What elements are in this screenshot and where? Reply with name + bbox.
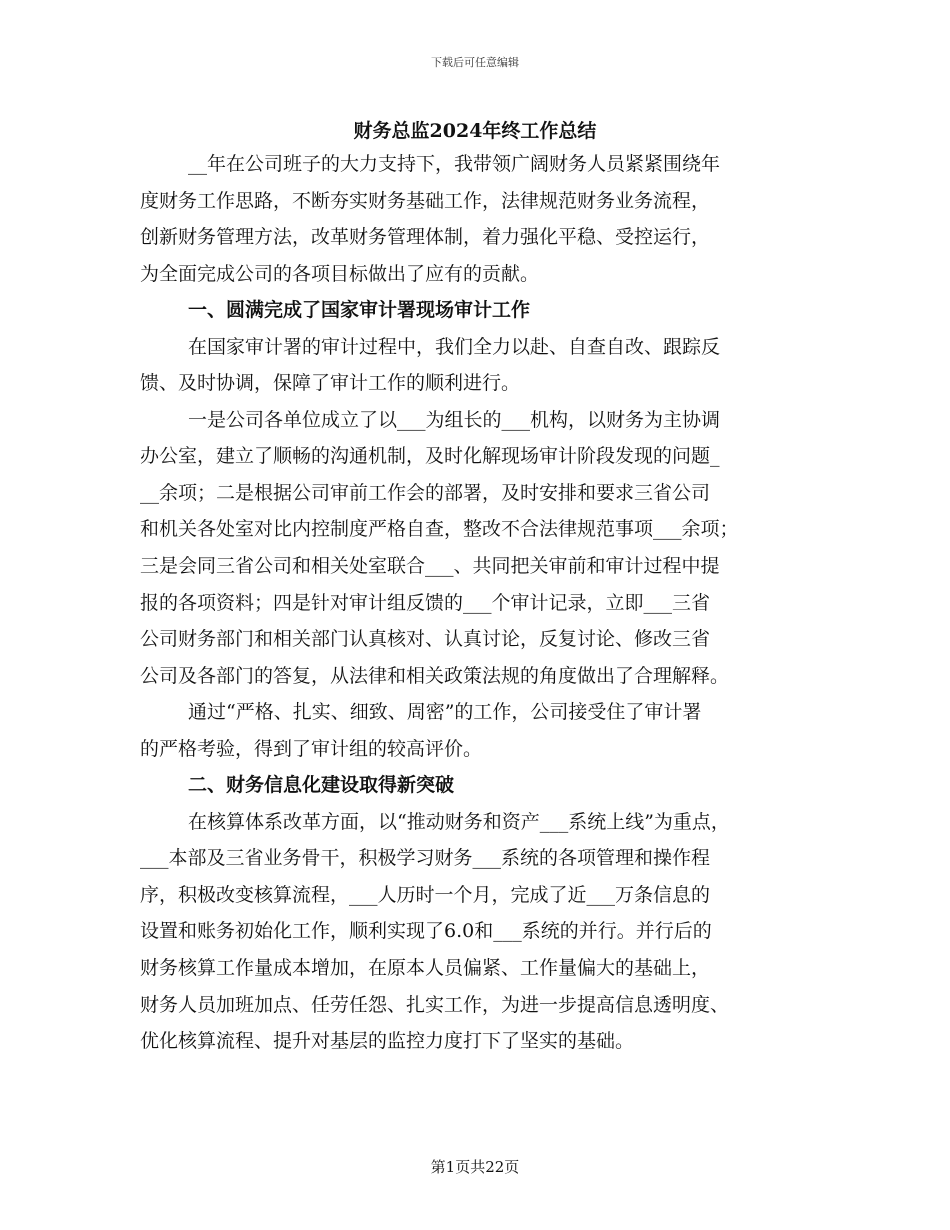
document-body bbox=[140, 146, 820, 1060]
paragraph-line: 馈、及时协调，保障了审计工作的顺利进行。 bbox=[140, 372, 521, 395]
paragraph-line: 的严格考验，得到了审计组的较高评价。 bbox=[140, 737, 483, 760]
paragraph-line: 度财务工作思路，不断夯实财务基础工作，法律规范财务业务流程， bbox=[140, 189, 711, 212]
paragraph-line: 优化核算流程、提升对基层的监控力度打下了坚实的基础。 bbox=[140, 1030, 635, 1053]
paragraph-line: ___本部及三省业务骨干，积极学习财务___系统的各项管理和操作程 bbox=[140, 847, 711, 870]
paragraph-line: 财务人员加班加点、任劳任怨、扎实工作，为进一步提高信息透明度、 bbox=[140, 993, 730, 1016]
paragraph-line: 一是公司各单位成立了以___为组长的___机构，以财务为主协调 bbox=[188, 408, 721, 431]
paragraph-line: 公司及各部门的答复，从法律和相关政策法规的角度做出了合理解释。 bbox=[140, 664, 730, 687]
section-heading-2: 二、财务信息化建设取得新突破 bbox=[188, 774, 455, 797]
paragraph-line: 创新财务管理方法，改革财务管理体制，着力强化平稳、受控运行， bbox=[140, 226, 711, 249]
paragraph-line: 和机关各处室对比内控制度严格自查，整改不合法律规范事项___余项； bbox=[140, 518, 739, 541]
paragraph-line: 报的各项资料；四是针对审计组反馈的___个审计记录，立即___三省 bbox=[140, 591, 711, 614]
paragraph-line: 三是会同三省公司和相关处室联合___、共同把关审前和审计过程中提 bbox=[140, 555, 720, 578]
paragraph-line: 办公室，建立了顺畅的沟通机制，及时化解现场审计阶段发现的问题_ bbox=[140, 445, 720, 468]
page-header-note: 下载后可任意编辑 bbox=[431, 56, 519, 69]
document-title: 财务总监2024年终工作总结 bbox=[353, 120, 597, 142]
section-heading-1: 一、圆满完成了国家审计署现场审计工作 bbox=[188, 299, 531, 322]
paragraph-line: 在国家审计署的审计过程中，我们全力以赴、自查自改、跟踪反 bbox=[188, 335, 721, 358]
paragraph-line: 为全面完成公司的各项目标做出了应有的贡献。 bbox=[140, 262, 540, 285]
paragraph-line: 通过“严格、扎实、细致、周密”的工作，公司接受住了审计署 bbox=[188, 701, 702, 724]
paragraph-line: 公司财务部门和相关部门认真核对、认真讨论，反复讨论、修改三省 bbox=[140, 628, 711, 651]
paragraph-line: __余项；二是根据公司审前工作会的部署，及时安排和要求三省公司 bbox=[140, 481, 711, 504]
paragraph-line: 财务核算工作量成本增加，在原本人员偏紧、工作量偏大的基础上， bbox=[140, 957, 711, 980]
page-number: 第1页共22页 bbox=[430, 1158, 520, 1176]
paragraph-line: 在核算体系改革方面，以“推动财务和资产___系统上线”为重点， bbox=[188, 810, 730, 833]
paragraph-line: 设置和账务初始化工作，顺利实现了6.0和___系统的并行。并行后的 bbox=[140, 920, 712, 943]
paragraph-line: 序，积极改变核算流程，___人历时一个月，完成了近___万条信息的 bbox=[140, 883, 711, 906]
paragraph-line: __年在公司班子的大力支持下，我带领广阔财务人员紧紧围绕年 bbox=[188, 153, 721, 175]
